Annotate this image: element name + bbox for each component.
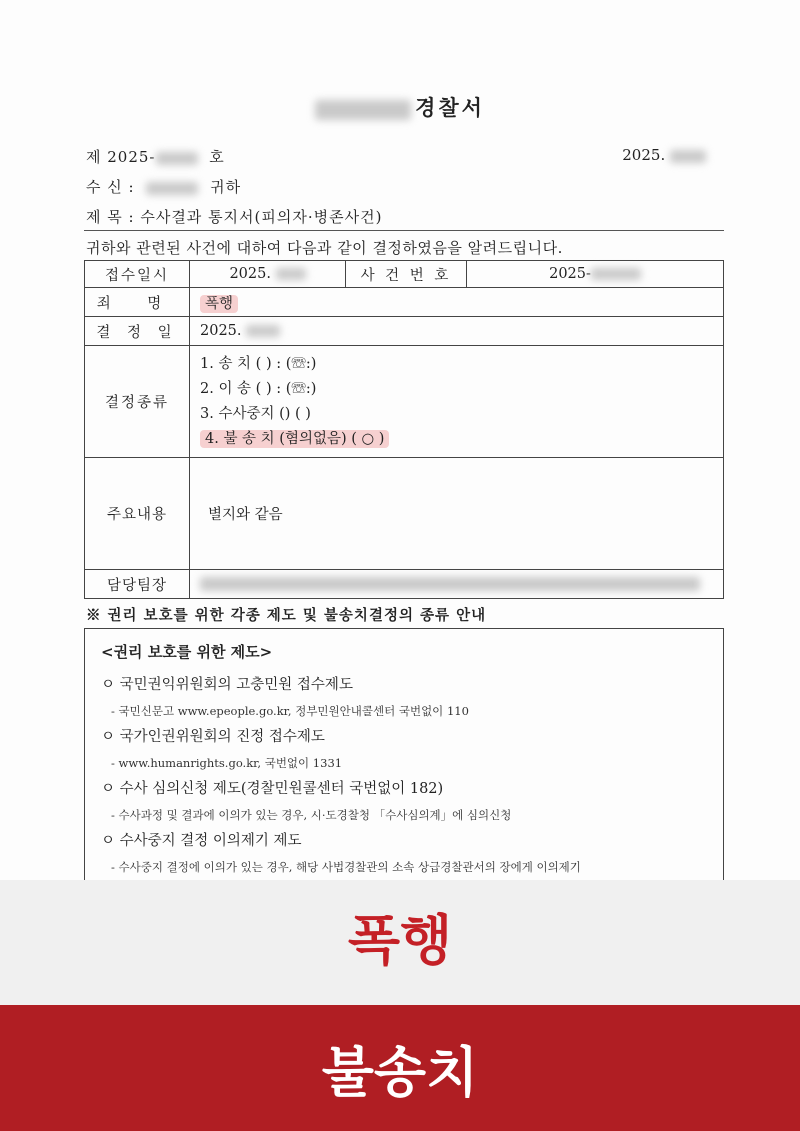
rights-box [84,628,724,880]
divider [84,230,724,231]
case-number-label: 사 건 번 호 [346,261,467,288]
redacted-recipient [146,182,198,195]
main-content-value: 별지와 같음 [190,458,724,570]
rights-item: ㅇ 수사 심의신청 제도(경찰민원콜센터 국번없이 182) [101,781,444,797]
rights-sub: - www.humanrights.go.kr, 국번없이 1331 [111,756,343,770]
caption-result: 불송치 [321,1041,479,1104]
case-number-value: 2025- [467,261,724,288]
redacted-officer-info [200,577,700,591]
redacted-decision-date [246,325,280,337]
rights-notice-heading: ※ 권리 보호를 위한 각종 제도 및 불송치결정의 종류 안내 [86,607,487,624]
decision-type-2: 2. 이 송 ( ) : (☏:) [200,380,317,397]
notice-text: 귀하와 관련된 사건에 대하여 다음과 같이 결정하였음을 알려드립니다. [86,239,563,257]
document-number: 제 2025- 호 [86,148,225,166]
receipt-date-value: 2025. [190,261,346,288]
redacted-case-number [591,268,641,280]
redacted-date [670,150,706,163]
rights-box-heading: <권리 보호를 위한 제도> [101,643,273,661]
main-content-label: 주요내용 [85,458,190,570]
rights-sub: - 수사중지 결정에 이의가 있는 경우, 해당 사법경찰관의 소속 상급경찰관서의 장에게 이의제기 [111,860,581,874]
decision-type-1: 1. 송 치 ( ) : (☏:) [200,355,317,372]
receipt-date-label: 접수일시 [85,261,190,288]
caption-crime: 폭행 [347,909,453,972]
rights-sub: - 수사과정 및 결과에 이의가 있는 경우, 시·도경찰청 「수사심의계」에 심의신청 [111,808,512,822]
crime-cell [190,288,724,317]
officer-label: 담당팀장 [85,570,190,599]
officer-cell [190,570,724,599]
decision-type-label: 결정종류 [85,346,190,458]
rights-item: ㅇ 국가인권위원회의 진정 접수제도 [101,729,325,745]
crime-value: 폭행 [200,295,238,313]
subject-line: 제 목 : 수사결과 통지서(피의자·병존사건) [86,208,383,226]
rights-sub: - 국민신문고 www.epeople.go.kr, 정부민원안내콜센터 국번없이 110 [111,704,469,718]
redacted-number [156,152,198,165]
recipient-line: 수 신 : 귀하 [86,178,242,196]
rights-item: ㅇ 국민권익위원회의 고충민원 접수제도 [101,677,353,693]
decision-types [190,346,724,458]
decision-date-label: 결 정 일 [85,317,190,346]
redacted-station-name [315,100,411,120]
decision-date-cell: 2025. [190,317,724,346]
document-date: 2025. [622,146,706,164]
decision-table [84,260,724,599]
decision-type-4-selected: 4. 불 송 치 (혐의없음) ( ○ ) [200,430,389,448]
decision-type-3: 3. 수사중지 () ( ) [200,405,311,422]
redacted-receipt-date [276,268,306,280]
crime-label: 죄 명 [85,288,190,317]
rights-item: ㅇ 수사중지 결정 이의제기 제도 [101,833,302,849]
document-title: 경찰서 [0,92,800,122]
